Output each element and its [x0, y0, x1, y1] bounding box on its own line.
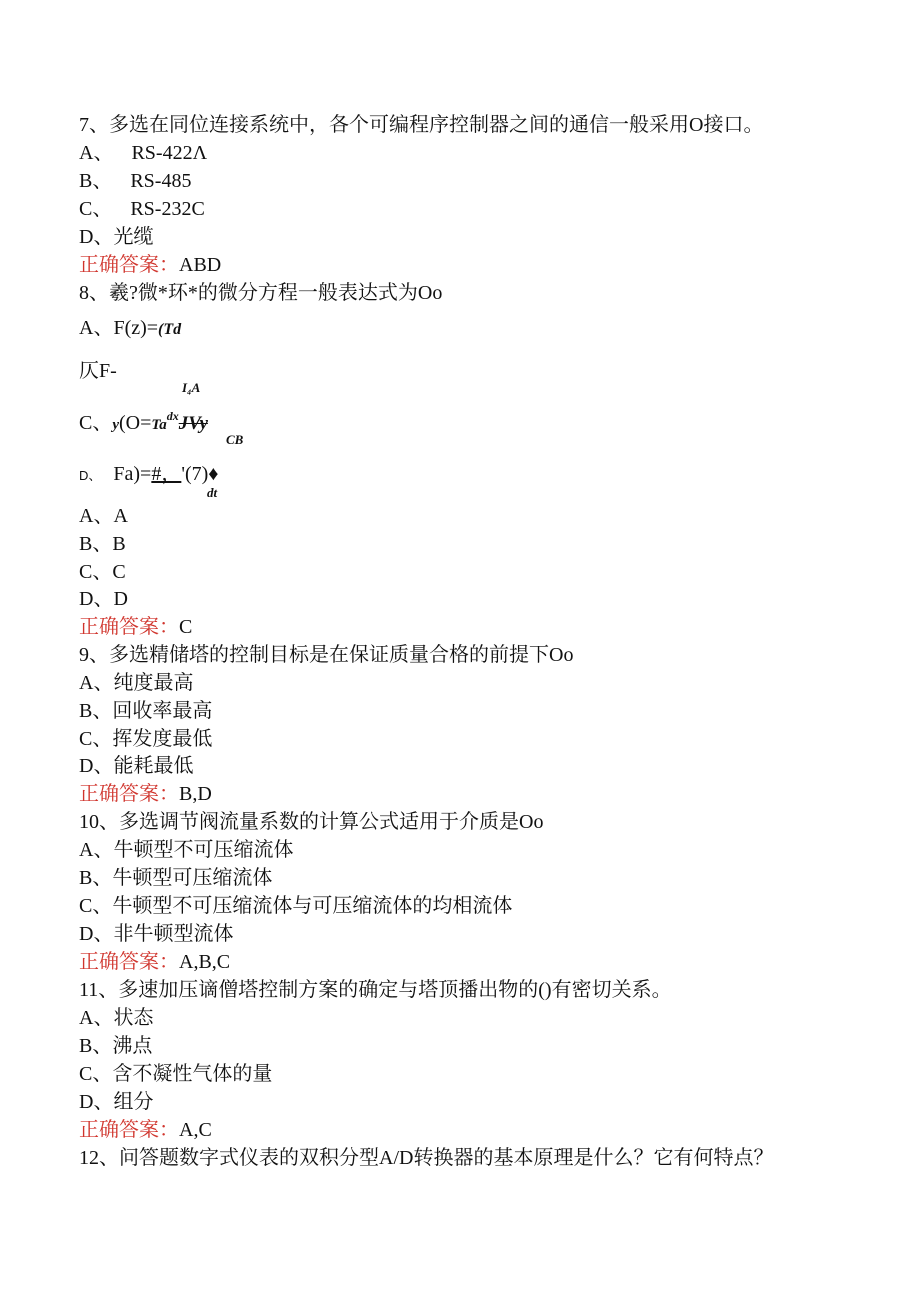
option-letter: A、 — [79, 672, 114, 694]
option-letter: A、 — [79, 505, 114, 527]
question-7-option-c — [79, 196, 205, 222]
formula-c-ta: Ta — [151, 417, 167, 433]
question-8-formula-d — [79, 461, 218, 489]
question-8-formula-c-sub: CB — [226, 432, 244, 447]
question-11-option-b — [79, 1033, 152, 1059]
option-text: 非牛顿型流体 — [113, 923, 234, 945]
option-letter: B、 — [79, 700, 113, 722]
question-9-option-a — [79, 670, 193, 696]
option-letter: B、 — [79, 533, 113, 555]
option-text: D — [113, 588, 128, 610]
formula-c-y: y — [112, 417, 120, 433]
question-8-option-c — [79, 559, 126, 585]
formula-d-body: Fa)= — [113, 463, 152, 485]
answer-value: C — [179, 616, 193, 638]
question-8-option-a — [79, 503, 128, 529]
question-11-option-a — [79, 1005, 153, 1031]
option-text: 光缆 — [113, 226, 154, 248]
option-text: 牛顿型不可压缩流体 — [113, 839, 294, 861]
option-letter: B、 — [79, 170, 113, 192]
question-8-formula-c — [79, 410, 208, 438]
option-text: 回收率最高 — [112, 700, 213, 722]
option-letter: D、 — [79, 755, 114, 777]
option-letter: C、 — [79, 561, 113, 583]
answer-label: 正确答案： — [79, 616, 179, 638]
question-10-option-d — [79, 921, 233, 947]
question-8-formula-a — [79, 315, 181, 343]
option-text: 含不凝性气体的量 — [112, 1063, 273, 1085]
question-8-fraction-top: I₄A — [182, 380, 201, 395]
option-letter: D、 — [79, 1091, 114, 1113]
option-text: B — [112, 533, 126, 555]
question-11-answer — [79, 1117, 212, 1143]
option-letter: C、 — [79, 728, 113, 750]
answer-label: 正确答案： — [79, 1119, 179, 1141]
option-text: RS-232C — [130, 198, 205, 220]
question-9-stem: 9、多选精储塔的控制目标是在保证质量合格的前提下Oo — [79, 644, 574, 666]
question-9-option-c — [79, 726, 212, 752]
answer-label: 正确答案： — [79, 951, 179, 973]
option-letter: C、 — [79, 895, 113, 917]
question-11-stem: 11、多速加压谪僧塔控制方案的确定与塔顶播出物的()有密切关系。 — [79, 979, 672, 1001]
question-12-stem: 12、问答题数字式仪表的双积分型A/D转换器的基本原理是什么？它有何特点？ — [79, 1147, 774, 1169]
option-text: C — [112, 561, 126, 583]
option-letter: D、 — [79, 226, 114, 248]
formula-a-prefix: A、F(z)= — [79, 317, 159, 339]
option-text: 组分 — [113, 1091, 154, 1113]
question-10-answer — [79, 949, 230, 975]
answer-value: A,C — [179, 1119, 212, 1141]
answer-value: A,B,C — [179, 951, 231, 973]
answer-label: 正确答案： — [79, 254, 179, 276]
option-text: 纯度最高 — [113, 672, 194, 694]
formula-c-mid: (O= — [119, 412, 152, 434]
option-letter: C、 — [79, 1063, 113, 1085]
option-letter: A、 — [79, 839, 114, 861]
question-7-answer — [79, 252, 221, 278]
question-8-formula-b: 仄F- — [79, 360, 117, 382]
question-11-option-d — [79, 1089, 153, 1115]
option-text: 牛顿型不可压缩流体与可压缩流体的均相流体 — [112, 895, 513, 917]
formula-a-italic: (Td — [158, 321, 182, 338]
question-11-option-c — [79, 1061, 272, 1087]
question-7-option-b — [79, 168, 191, 194]
question-10-option-b — [79, 865, 272, 891]
option-text: 能耗最低 — [113, 755, 194, 777]
answer-value: B,D — [179, 783, 212, 805]
formula-d-tail: '(7)♦ — [181, 463, 219, 485]
option-text: 挥发度最低 — [112, 728, 213, 750]
option-letter: C、 — [79, 198, 113, 220]
formula-d-letter: D、 — [79, 468, 102, 483]
question-8-answer — [79, 614, 192, 640]
formula-c-prefix: C、 — [79, 412, 113, 434]
question-8-formula-d-sub: dt — [207, 485, 218, 500]
formula-c-jvy: JVy — [178, 413, 208, 434]
question-9-answer — [79, 781, 212, 807]
option-letter: A、 — [79, 142, 114, 164]
question-7-option-d — [79, 224, 153, 250]
formula-d-hash: #， — [151, 463, 182, 485]
option-text: 沸点 — [112, 1035, 153, 1057]
option-text: RS-485 — [130, 170, 192, 192]
answer-value: ABD — [179, 254, 222, 276]
question-7-stem: 7、多选在同位连接系统中，各个可编程序控制器之间的通信一般采用O接口。 — [79, 114, 764, 136]
option-text: 状态 — [113, 1007, 154, 1029]
option-text: RS-422Λ — [131, 142, 208, 164]
option-text: 牛顿型可压缩流体 — [112, 867, 273, 889]
option-text: A — [113, 505, 128, 527]
option-letter: B、 — [79, 1035, 113, 1057]
question-7-option-a — [79, 140, 207, 166]
question-10-stem: 10、多选调节阀流量系数的计算公式适用于介质是Oo — [79, 811, 544, 833]
question-8-option-b — [79, 531, 126, 557]
question-10-option-c — [79, 893, 512, 919]
option-letter: A、 — [79, 1007, 114, 1029]
question-8-option-d — [79, 586, 128, 612]
question-8-stem: 8、羲?微*环*的微分方程一般表达式为Oo — [79, 282, 443, 304]
option-letter: D、 — [79, 588, 114, 610]
question-9-option-b — [79, 698, 212, 724]
formula-c-dx: dx — [166, 409, 179, 423]
answer-label: 正确答案： — [79, 783, 179, 805]
question-9-option-d — [79, 753, 193, 779]
question-10-option-a — [79, 837, 293, 863]
option-letter: D、 — [79, 923, 114, 945]
option-letter: B、 — [79, 867, 113, 889]
